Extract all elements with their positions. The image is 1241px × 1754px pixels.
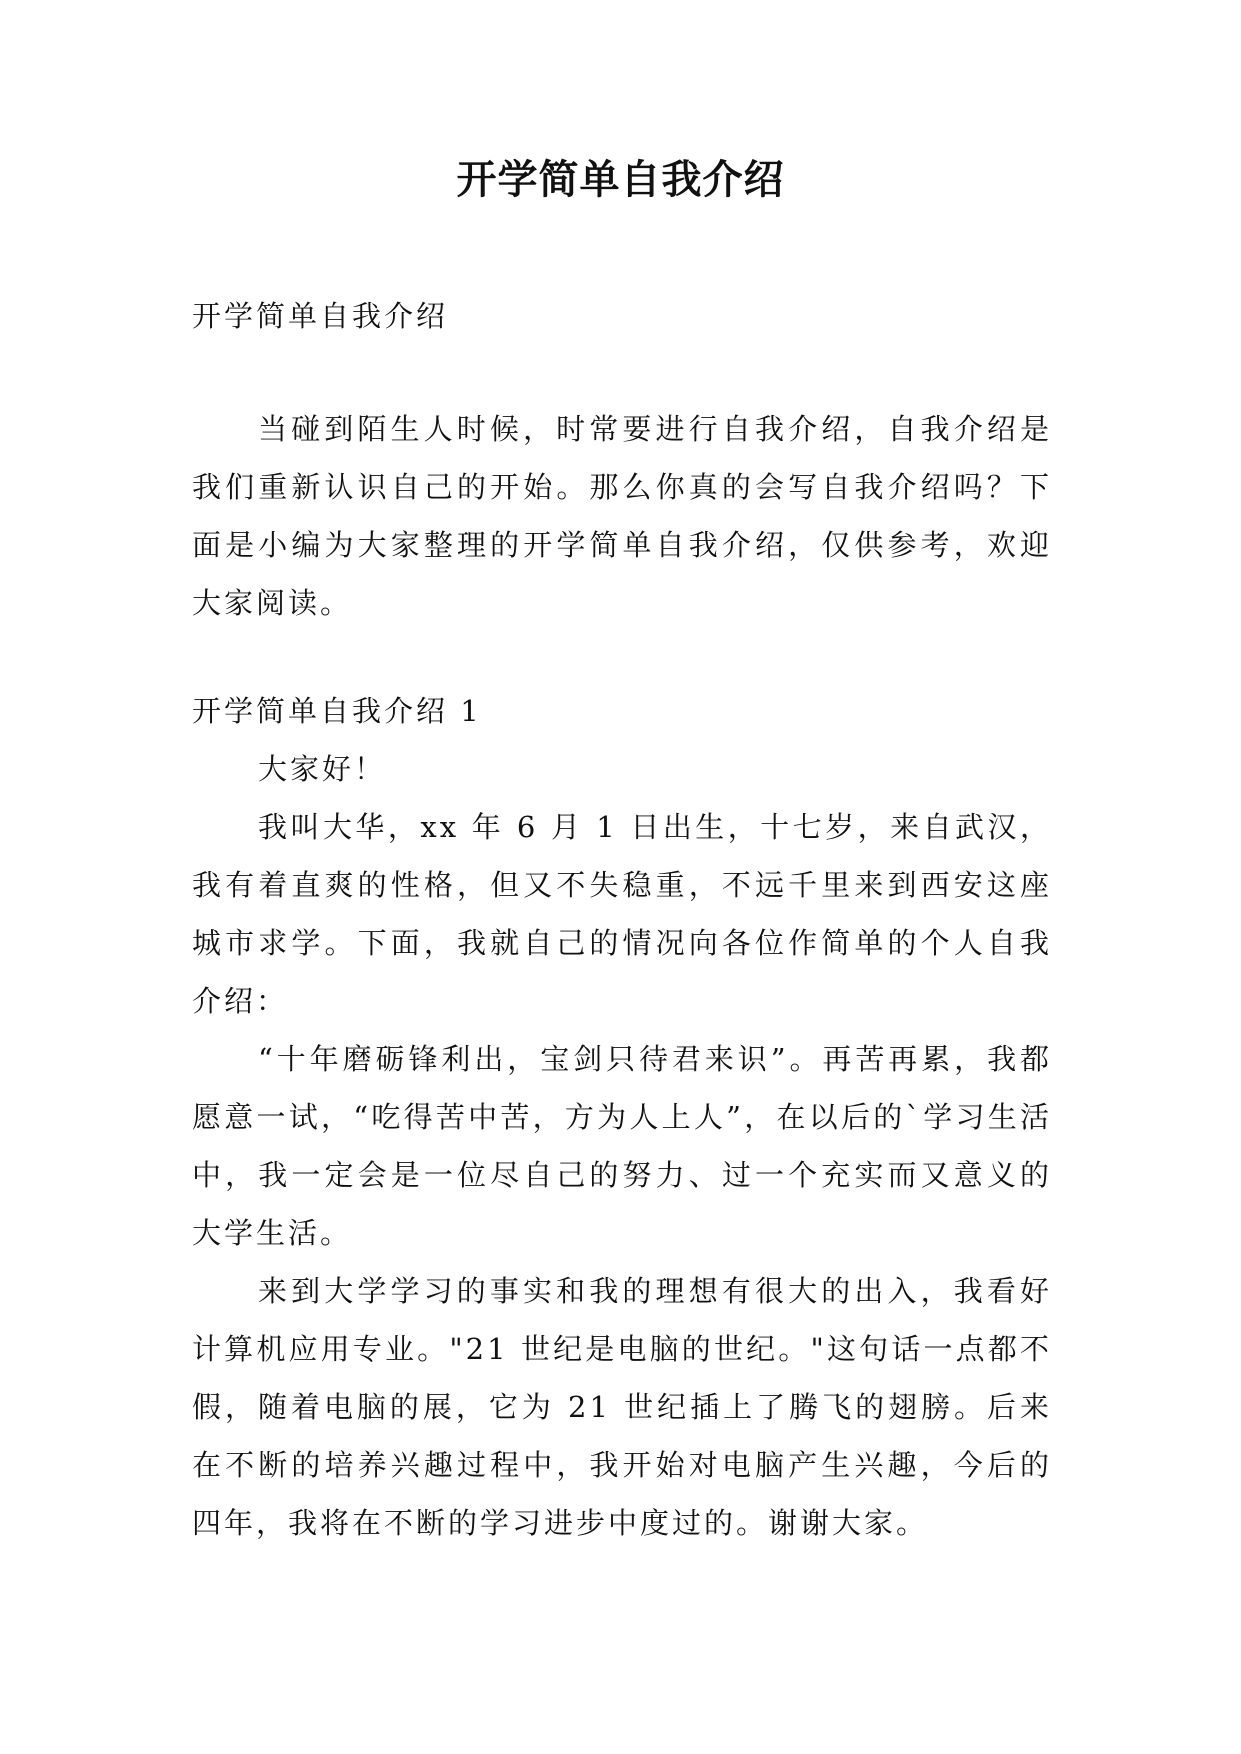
document-body [192, 292, 1052, 1552]
body-paragraph: “十年磨砺锋利出，宝剑只待君来识”。再苦再累，我都愿意一试，“吃得苦中苦，方为人上人”，在以后的`学习生活中，我一定会是一位尽自己的努力、过一个充实而又意义的大学生活。 [192, 1042, 1052, 1250]
document-subtitle: 开学简单自我介绍 [192, 299, 449, 333]
body-paragraph: 我叫大华，xx 年 6 月 1 日出生，十七岁，来自武汉，我有着直爽的性格，但又不失稳重，不远千里来到西安这座城市求学。下面，我就自己的情况向各位作简单的个人自我介绍： [192, 810, 1052, 1018]
greeting-paragraph: 大家好！ [258, 752, 387, 786]
intro-paragraph: 当碰到陌生人时候，时常要进行自我介绍，自我介绍是我们重新认识自己的开始。那么你真的会写自我介绍吗？下面是小编为大家整理的开学简单自我介绍，仅供参考，欢迎大家阅读。 [192, 412, 1052, 620]
section-heading: 开学简单自我介绍 1 [192, 694, 482, 728]
document-title: 开学简单自我介绍 [456, 157, 785, 203]
body-paragraph: 来到大学学习的事实和我的理想有很大的出入，我看好计算机应用专业。"21 世纪是电脑的世纪。"这句话一点都不假，随着电脑的展，它为 21 世纪插上了腾飞的翅膀。后来在不断的培养兴趣过程中，我开始对电脑产生兴趣，今后的四年，我将在不断的学习进步中度过的。谢谢大家。 [192, 1274, 1052, 1540]
